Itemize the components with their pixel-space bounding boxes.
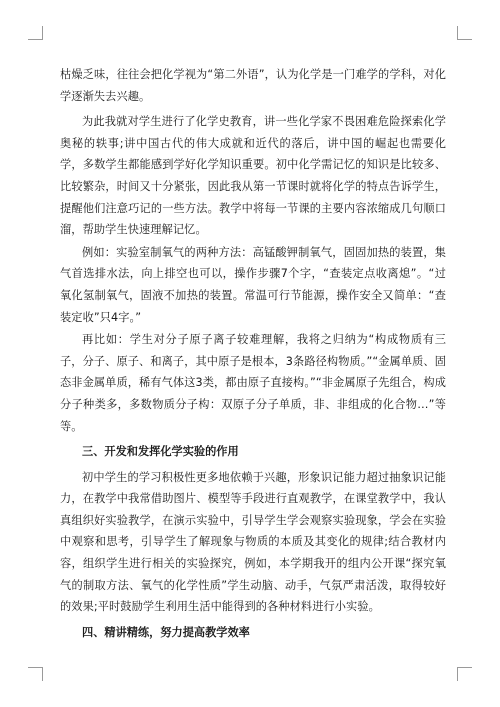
paragraph-5: 初中学生的学习积极性更多地依赖于兴趣，形象识记能力超过抽象识记能力，在教学中我常借助图片、模型等手段进行直观教学，在课堂教学中，我认真组织好实验教学，在演示实验中，引导学生学会观察实验现象，学会在实验中观察和思考，引导学生了解现象与物质的本质及其变化的规律;结合教材内容，组织学生进行相关的实验探究，例如，本学期我开的组内公开课“探究氧气的制取方法、氧气的化学性质”学生动脑、动手，气氛严肃活泼，取得较好的效果;平时鼓励学生利用生活中能得到的各种材料进行小实验。: [60, 470, 446, 614]
crop-mark-top-right-v: [457, 26, 458, 40]
crop-mark-top-left-h: [28, 39, 42, 40]
crop-mark-top-left-v: [42, 26, 43, 40]
paragraph-4: 再比如：学生对分子原子离子较难理解，我将之归纳为“构成物质有三子，分子、原子、和离子，其中原子是根本，3条路径构物质。”“金属单质、固态非金属单质，稀有气体这3类，都由原子直接构。”“非金属原子先组合，构成分子种类多，多数物质分子构：双原子分子单质，非、非组成的化合物…”等等。: [60, 333, 446, 433]
paragraph-3: 例如：实验室制氧气的两种方法：高锰酸钾制氧气，固固加热的装置，集气首选排水法，向上排空也可以，操作步骤7个字，“查装定点收离熄”。“过氧化氢制氧气，固液不加热的装置。常温可行节能源，操作安全又简单：“查装定收”只4字。”: [60, 245, 446, 324]
section-heading-4: 四、精讲精练，努力提高教学效率: [82, 625, 250, 639]
document-body: [60, 64, 446, 643]
crop-mark-bottom-left-v: [42, 667, 43, 681]
paragraph-1: 枯燥乏味，往往会把化学视为“第二外语”，认为化学是一门难学的学科，对化学逐渐失去兴趣。: [60, 68, 446, 103]
crop-mark-top-right-h: [458, 39, 472, 40]
crop-mark-bottom-right-v: [457, 667, 458, 681]
crop-mark-bottom-right-h: [458, 667, 472, 668]
section-heading-3: 三、开发和发挥化学实验的作用: [82, 445, 239, 459]
paragraph-2: 为此我就对学生进行了化学史教育，讲一些化学家不畏困难危险探索化学奥秘的轶事;讲中国古代的伟大成就和近代的落后，讲中国的崛起也需要化学，多数学生都能感到学好化学知识重要。初中化学需记忆的知识是比较多、比较繁杂，时间又十分紧张，因此我从第一节课时就将化学的特点告诉学生，提醒他们注意巧记的一些方法。教学中将每一节课的主要内容浓缩成几句顺口溜，帮助学生快速理解记忆。: [60, 115, 446, 237]
crop-mark-bottom-left-h: [28, 667, 42, 668]
